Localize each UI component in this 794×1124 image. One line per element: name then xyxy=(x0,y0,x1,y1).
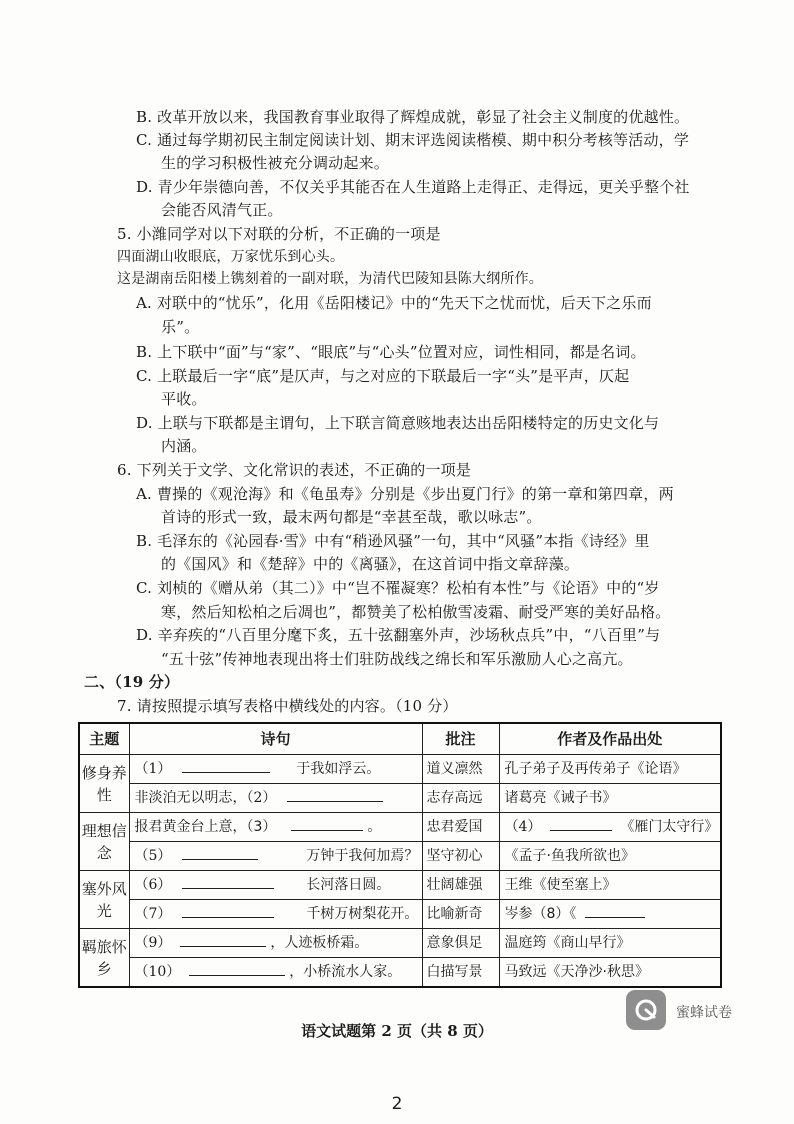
answer-blank-2[interactable] xyxy=(287,789,383,802)
q6-option-b-line2: 的《国风》和《楚辞》中的《离骚》，在这首词中指文章辞藻。 xyxy=(161,555,580,573)
source-cell: 诸葛亮《诫子书》 xyxy=(499,784,721,813)
annotation-cell: 白描写景 xyxy=(422,958,499,988)
blank-number: （4） xyxy=(504,819,542,835)
page-number: 2 xyxy=(391,1094,403,1114)
verse-text: 万钟于我何加焉？ xyxy=(306,848,419,864)
topic-cell: 羁旅怀乡 xyxy=(79,929,129,988)
source-cell xyxy=(499,900,721,929)
q5-option-a-line2: 乐”。 xyxy=(161,318,200,336)
answer-blank-4[interactable] xyxy=(550,818,612,831)
verse-cell xyxy=(129,784,422,813)
table-row xyxy=(79,813,721,842)
watermark-logo-icon xyxy=(626,990,666,1030)
poem-table xyxy=(78,722,722,988)
verse-cell xyxy=(129,871,422,900)
q7-stem: 7. 请按照提示填写表格中横线处的内容。（10 分） xyxy=(117,697,458,715)
table-row xyxy=(79,929,721,958)
q4-option-c-line2: 生的学习积极性被充分调动起来。 xyxy=(161,154,390,172)
table-row xyxy=(79,958,721,988)
source-cell: 孔子弟子及再传弟子《论语》 xyxy=(499,755,721,784)
table-row xyxy=(79,755,721,784)
source-cell: 温庭筠《商山早行》 xyxy=(499,929,721,958)
annotation-cell: 意象俱足 xyxy=(422,929,499,958)
page-footer: 语文试题第 2 页（共 8 页） xyxy=(301,1022,493,1040)
annotation-cell: 比喻新奇 xyxy=(422,900,499,929)
verse-cell xyxy=(129,813,422,842)
annotation-cell: 道义凛然 xyxy=(422,755,499,784)
source-cell: 《孟子·鱼我所欲也》 xyxy=(499,842,721,871)
header-author-source: 作者及作品出处 xyxy=(499,723,721,755)
annotation-cell: 志存高远 xyxy=(422,784,499,813)
q5-note: 这是湖南岳阳楼上镌刻着的一副对联，为清代巴陵知县陈大纲所作。 xyxy=(117,271,543,287)
q5-option-b: B. 上下联中“面”与“家”、“眼底”与“心头”位置对应，词性相同，都是名词。 xyxy=(136,343,646,361)
verse-cell xyxy=(129,900,422,929)
blank-number: （1） xyxy=(134,761,172,777)
verse-text: 非淡泊无以明志，（2） xyxy=(134,790,277,806)
header-topic: 主题 xyxy=(79,723,129,755)
source-title: 《雁门太守行》 xyxy=(620,819,719,835)
blank-number: （6） xyxy=(134,877,172,893)
answer-blank-5[interactable] xyxy=(182,847,258,860)
q6-option-b-line1: B. 毛泽东的《沁园春·雪》中有“稍逊风骚”一句，其中“风骚”本指《诗经》里 xyxy=(136,532,650,550)
q5-option-a-line1: A. 对联中的“忧乐”，化用《岳阳楼记》中的“先天下之忧而忧，后天下之乐而 xyxy=(136,294,652,312)
q5-option-c-line2: 平收。 xyxy=(161,390,207,408)
blank-number: （10） xyxy=(134,964,181,980)
answer-blank-3[interactable] xyxy=(291,818,363,831)
topic-cell: 理想信念 xyxy=(79,813,129,871)
verse-text: ，小桥流水人家。 xyxy=(289,964,402,980)
q4-option-d-line2: 会能否风清气正。 xyxy=(161,201,283,219)
q6-option-a-line2: 首诗的形式一致，最末两句都是“幸甚至哉，歌以咏志”。 xyxy=(161,508,542,526)
verse-text: 长河落日圆。 xyxy=(306,877,391,893)
verse-text: 于我如浮云。 xyxy=(296,761,381,777)
answer-blank-1[interactable] xyxy=(182,760,270,773)
verse-text: ，人迹板桥霜。 xyxy=(270,935,369,951)
q5-stem: 5. 小潍同学对以下对联的分析，不正确的一项是 xyxy=(117,225,441,243)
q5-option-c-line1: C. 上联最后一字“底”是仄声，与之对应的下联最后一字“头”是平声，仄起 xyxy=(136,367,630,385)
header-verse: 诗句 xyxy=(129,723,422,755)
source-cell xyxy=(499,813,721,842)
table-row xyxy=(79,900,721,929)
answer-blank-6[interactable] xyxy=(182,876,274,889)
verse-cell xyxy=(129,842,422,871)
verse-text: 千树万树梨花开。 xyxy=(306,906,419,922)
q4-option-d-line1: D. 青少年崇德向善，不仅关乎其能否在人生道路上走得正、走得远，更关乎整个社 xyxy=(136,178,690,196)
blank-number: （5） xyxy=(134,848,172,864)
table-row xyxy=(79,784,721,813)
verse-cell xyxy=(129,929,422,958)
answer-blank-9[interactable] xyxy=(180,934,266,947)
source-cell: 王维《使至塞上》 xyxy=(499,871,721,900)
answer-blank-8[interactable] xyxy=(585,905,645,918)
answer-blank-10[interactable] xyxy=(189,963,285,976)
section-2-heading: 二、（19 分） xyxy=(84,673,180,691)
source-cell: 马致远《天净沙·秋思》 xyxy=(499,958,721,988)
q6-stem: 6. 下列关于文学、文化常识的表述，不正确的一项是 xyxy=(117,461,472,479)
q5-couplet: 四面湖山收眼底，万家忧乐到心头。 xyxy=(117,249,345,265)
annotation-cell: 坚守初心 xyxy=(422,842,499,871)
verse-cell xyxy=(129,755,422,784)
header-annotation: 批注 xyxy=(422,723,499,755)
topic-cell: 修身养性 xyxy=(79,755,129,813)
annotation-cell: 忠君爱国 xyxy=(422,813,499,842)
q6-option-c-line2: 寒，然后知松柏之后凋也”，都赞美了松柏傲雪凌霜、耐受严寒的美好品格。 xyxy=(161,603,671,621)
verse-text: 报君黄金台上意，（3） xyxy=(134,819,277,835)
blank-number: （7） xyxy=(134,906,172,922)
table-row xyxy=(79,842,721,871)
table-row xyxy=(79,871,721,900)
source-text: 岑参（8）《 xyxy=(504,906,577,922)
q6-option-c-line1: C. 刘桢的《赠从弟（其二）》中“岂不罹凝寒？松柏有本性”与《论语》中的“岁 xyxy=(136,579,660,597)
watermark-text: 蜜蜂试卷 xyxy=(676,1005,732,1021)
verse-cell xyxy=(129,958,422,988)
q5-option-d-line2: 内涵。 xyxy=(161,437,207,455)
verse-punct: 。 xyxy=(367,819,382,835)
topic-cell: 塞外风光 xyxy=(79,871,129,929)
q6-option-d-line1: D. 辛弃疾的“八百里分麾下炙，五十弦翻塞外声，沙场秋点兵”中，“八百里”与 xyxy=(136,626,661,644)
q4-option-c-line1: C. 通过每学期初民主制定阅读计划、期末评选阅读楷模、期中积分考核等活动，学 xyxy=(136,131,690,149)
blank-number: （9） xyxy=(134,935,172,951)
q6-option-a-line1: A. 曹操的《观沧海》和《龟虽寿》分别是《步出夏门行》的第一章和第四章，两 xyxy=(136,485,674,503)
table-header-row xyxy=(79,723,721,755)
answer-blank-7[interactable] xyxy=(182,905,274,918)
annotation-cell: 壮阔雄强 xyxy=(422,871,499,900)
q6-option-d-line2: “五十弦”传神地表现出将士们驻防战线之绵长和军乐激励人心之高亢。 xyxy=(161,650,633,668)
q5-option-d-line1: D. 上联与下联都是主谓句，上下联言简意赅地表达出岳阳楼特定的历史文化与 xyxy=(136,414,660,432)
q4-option-b: B. 改革开放以来，我国教育事业取得了辉煌成就，彰显了社会主义制度的优越性。 xyxy=(136,108,690,126)
